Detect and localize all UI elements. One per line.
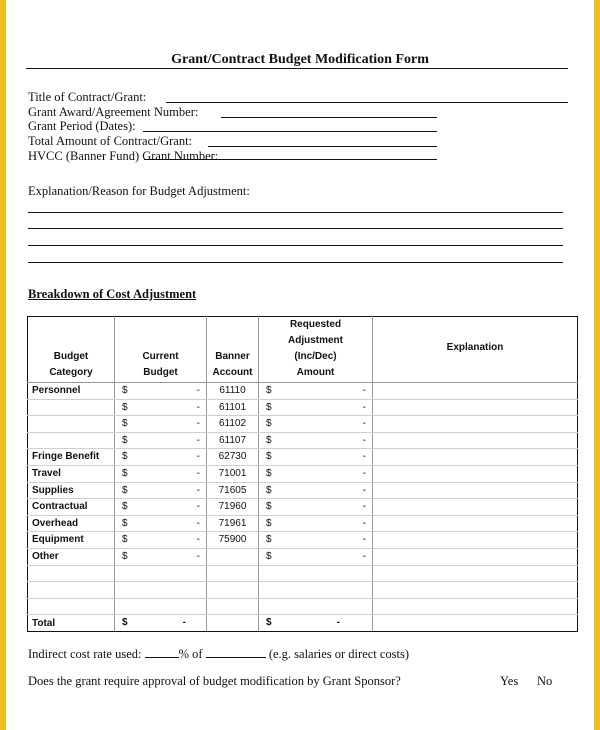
header-current-budget: Current Budget bbox=[115, 317, 207, 383]
requested-amount-cell[interactable]: $ - bbox=[259, 482, 373, 499]
category-cell: Contractual bbox=[28, 499, 115, 516]
requested-amount-cell[interactable]: $ - bbox=[259, 416, 373, 433]
indirect-rate-input[interactable] bbox=[145, 645, 179, 658]
current-budget-cell[interactable] bbox=[115, 582, 207, 599]
budget-table bbox=[27, 316, 578, 632]
banner-account-cell: 71605 bbox=[207, 482, 259, 499]
category-cell bbox=[28, 399, 115, 416]
explanation-line-3[interactable] bbox=[28, 245, 563, 246]
indirect-cost-line: Indirect cost rate used: % of (e.g. salaries or direct costs) bbox=[28, 647, 410, 661]
header-requested-adjustment: Requested Adjustment (Inc/Dec) Amount bbox=[259, 317, 373, 383]
total-amount-input-line[interactable] bbox=[208, 146, 437, 147]
current-budget-cell[interactable] bbox=[115, 598, 207, 615]
banner-account-cell: 71960 bbox=[207, 499, 259, 516]
header-banner-account: Banner Account bbox=[207, 317, 259, 383]
requested-amount-cell[interactable]: $ - bbox=[259, 432, 373, 449]
banner-account-cell[interactable] bbox=[207, 565, 259, 582]
approval-no-option[interactable]: No bbox=[537, 674, 553, 688]
banner-account-cell: 62730 bbox=[207, 449, 259, 466]
requested-amount-cell[interactable]: $ - bbox=[259, 383, 373, 400]
banner-account-cell: 71961 bbox=[207, 515, 259, 532]
current-budget-cell[interactable]: $ - bbox=[115, 432, 207, 449]
form-page bbox=[6, 0, 594, 730]
banner-account-cell: 75900 bbox=[207, 532, 259, 549]
banner-account-cell bbox=[207, 548, 259, 565]
category-cell: Other bbox=[28, 548, 115, 565]
banner-account-cell: 61102 bbox=[207, 416, 259, 433]
category-cell: Personnel bbox=[28, 383, 115, 400]
field-label-award-number: Grant Award/Agreement Number: bbox=[28, 105, 199, 119]
requested-amount-cell[interactable]: $ - bbox=[259, 449, 373, 466]
form-title: Grant/Contract Budget Modification Form bbox=[171, 52, 429, 67]
grant-number-input-line[interactable] bbox=[144, 159, 437, 160]
table-row bbox=[28, 416, 578, 433]
current-budget-cell[interactable]: $ - bbox=[115, 482, 207, 499]
category-cell[interactable] bbox=[28, 598, 115, 615]
explanation-cell[interactable] bbox=[373, 383, 578, 400]
current-budget-cell[interactable]: $ - bbox=[115, 383, 207, 400]
banner-account-cell[interactable] bbox=[207, 582, 259, 599]
approval-yes-option[interactable]: Yes bbox=[500, 674, 519, 688]
explanation-cell[interactable] bbox=[373, 399, 578, 416]
header-budget-category: Budget Category bbox=[28, 317, 115, 383]
explanation-cell[interactable] bbox=[373, 598, 578, 615]
table-row-empty bbox=[28, 565, 578, 582]
explanation-cell[interactable] bbox=[373, 449, 578, 466]
field-label-total-amount: Total Amount of Contract/Grant: bbox=[28, 134, 193, 148]
table-row bbox=[28, 548, 578, 565]
table-row-empty bbox=[28, 582, 578, 599]
current-budget-cell[interactable]: $ - bbox=[115, 499, 207, 516]
current-budget-cell[interactable]: $ - bbox=[115, 449, 207, 466]
breakdown-heading: Breakdown of Cost Adjustment bbox=[28, 287, 197, 301]
explanation-cell[interactable] bbox=[373, 432, 578, 449]
category-cell bbox=[28, 432, 115, 449]
banner-account-cell: 61110 bbox=[207, 383, 259, 400]
table-row bbox=[28, 499, 578, 516]
explanation-cell[interactable] bbox=[373, 548, 578, 565]
explanation-cell[interactable] bbox=[373, 499, 578, 516]
requested-amount-cell[interactable]: $ - bbox=[259, 532, 373, 549]
current-budget-cell[interactable]: $ - bbox=[115, 548, 207, 565]
requested-amount-cell[interactable] bbox=[259, 582, 373, 599]
table-row-empty bbox=[28, 598, 578, 615]
grant-number-label-text: HVCC (Banner Fund) Grant Number: bbox=[28, 149, 219, 163]
requested-amount-cell[interactable] bbox=[259, 598, 373, 615]
field-label-grant-number bbox=[28, 149, 218, 164]
explanation-line-4[interactable] bbox=[28, 262, 563, 263]
explanation-cell[interactable] bbox=[373, 582, 578, 599]
banner-account-cell: 71001 bbox=[207, 465, 259, 482]
category-cell: Overhead bbox=[28, 515, 115, 532]
contract-title-input-line[interactable] bbox=[166, 102, 568, 103]
table-row bbox=[28, 465, 578, 482]
category-cell: Fringe Benefit bbox=[28, 449, 115, 466]
table-row bbox=[28, 482, 578, 499]
explanation-cell[interactable] bbox=[373, 482, 578, 499]
total-banner-account bbox=[207, 615, 259, 632]
requested-amount-cell[interactable]: $ - bbox=[259, 499, 373, 516]
requested-amount-cell[interactable]: $ - bbox=[259, 465, 373, 482]
explanation-cell[interactable] bbox=[373, 416, 578, 433]
category-cell bbox=[28, 416, 115, 433]
total-label: Total bbox=[28, 615, 115, 632]
current-budget-cell[interactable]: $ - bbox=[115, 416, 207, 433]
requested-amount-cell[interactable]: $ - bbox=[259, 515, 373, 532]
explanation-cell[interactable] bbox=[373, 465, 578, 482]
total-explanation bbox=[373, 615, 578, 632]
current-budget-cell[interactable]: $ - bbox=[115, 399, 207, 416]
total-current-budget[interactable]: $ - bbox=[115, 615, 207, 632]
current-budget-cell[interactable]: $ - bbox=[115, 515, 207, 532]
table-header-row bbox=[28, 317, 578, 383]
category-cell[interactable] bbox=[28, 565, 115, 582]
table-row bbox=[28, 515, 578, 532]
total-requested-amount[interactable]: $ - bbox=[259, 615, 373, 632]
explanation-cell[interactable] bbox=[373, 565, 578, 582]
table-row bbox=[28, 432, 578, 449]
budget-table-body bbox=[28, 383, 578, 632]
explanation-line-2[interactable] bbox=[28, 228, 563, 229]
table-row bbox=[28, 399, 578, 416]
table-row bbox=[28, 383, 578, 400]
explanation-cell[interactable] bbox=[373, 515, 578, 532]
requested-amount-cell[interactable]: $ - bbox=[259, 399, 373, 416]
banner-account-cell: 61101 bbox=[207, 399, 259, 416]
current-budget-cell[interactable] bbox=[115, 565, 207, 582]
field-label-contract-title: Title of Contract/Grant: bbox=[28, 90, 147, 104]
category-cell: Equipment bbox=[28, 532, 115, 549]
total-row bbox=[28, 615, 578, 632]
explanation-cell[interactable] bbox=[373, 532, 578, 549]
title-divider bbox=[26, 68, 568, 69]
category-cell: Supplies bbox=[28, 482, 115, 499]
current-budget-cell[interactable]: $ - bbox=[115, 465, 207, 482]
banner-account-cell: 61107 bbox=[207, 432, 259, 449]
category-cell: Travel bbox=[28, 465, 115, 482]
requested-amount-cell[interactable]: $ - bbox=[259, 548, 373, 565]
table-row bbox=[28, 449, 578, 466]
header-explanation: Explanation bbox=[373, 317, 578, 383]
approval-question: Does the grant require approval of budget modification by Grant Sponsor? bbox=[28, 674, 401, 688]
grant-period-input-line[interactable] bbox=[143, 131, 437, 132]
current-budget-cell[interactable]: $ - bbox=[115, 532, 207, 549]
field-label-grant-period: Grant Period (Dates): bbox=[28, 119, 136, 133]
requested-amount-cell[interactable] bbox=[259, 565, 373, 582]
category-cell[interactable] bbox=[28, 582, 115, 599]
banner-account-cell[interactable] bbox=[207, 598, 259, 615]
table-row bbox=[28, 532, 578, 549]
award-number-input-line[interactable] bbox=[221, 117, 437, 118]
indirect-base-input[interactable] bbox=[206, 645, 266, 658]
explanation-line-1[interactable] bbox=[28, 212, 563, 213]
explanation-label: Explanation/Reason for Budget Adjustment: bbox=[28, 184, 250, 198]
